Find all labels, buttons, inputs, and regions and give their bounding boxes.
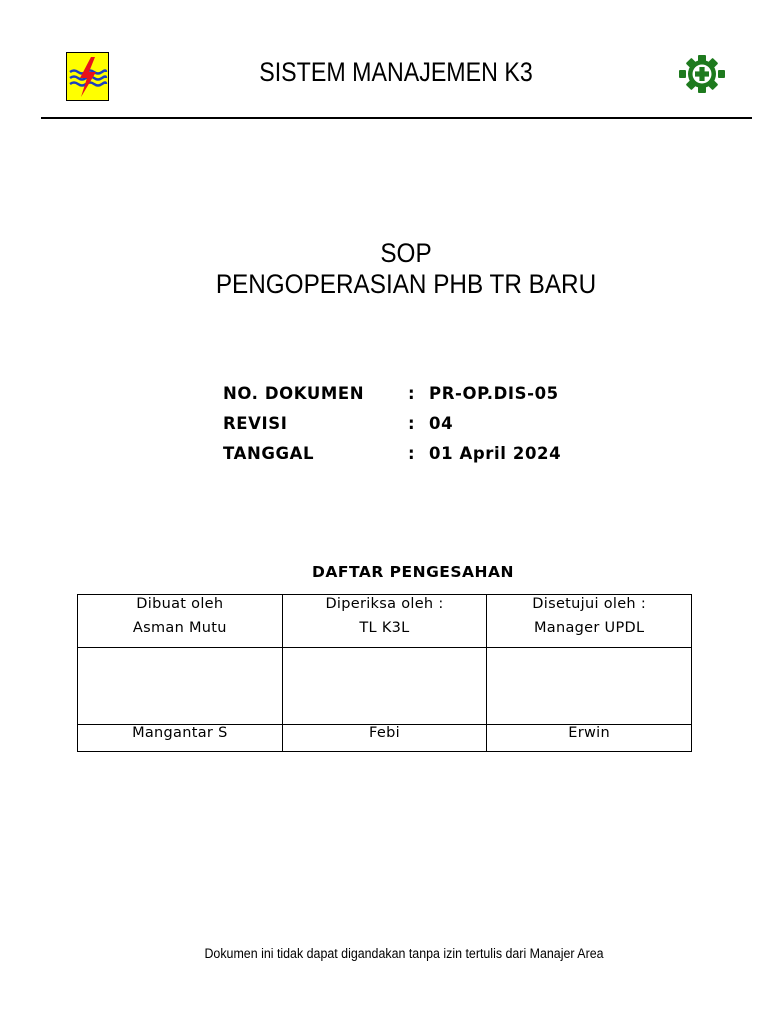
meta-value: 01 April 2024: [429, 444, 562, 463]
meta-value: 04: [429, 414, 454, 433]
approval-name-cell: [282, 725, 487, 752]
approval-role-row: [78, 595, 692, 648]
meta-value: PR-OP.DIS-05: [429, 384, 559, 403]
meta-key: NO. DOKUMEN: [223, 384, 365, 403]
meta-separator: :: [408, 414, 416, 433]
approval-cell-prepared: [78, 595, 283, 648]
approval-name-cell: [78, 725, 283, 752]
signature-box: [487, 648, 692, 725]
approval-position: Manager UPDL: [533, 620, 645, 636]
meta-row-document-number: [223, 381, 561, 411]
meta-separator: :: [408, 444, 416, 463]
approval-role: Dibuat oleh: [136, 596, 224, 612]
header-divider: [41, 117, 752, 119]
header-title: SISTEM MANAJEMEN K3: [259, 57, 533, 87]
approver-name: Mangantar S: [132, 725, 228, 741]
pln-lightning-logo-icon: [66, 52, 109, 101]
document-title-line2: PENGOPERASIAN PHB TR BARU: [215, 269, 597, 299]
approval-cell-approved: [487, 595, 692, 648]
meta-separator: :: [408, 384, 416, 403]
meta-row-date: [223, 441, 561, 471]
meta-key: REVISI: [223, 414, 288, 433]
approval-position: TL K3L: [359, 620, 410, 636]
approval-name-cell: [487, 725, 692, 752]
meta-key: TANGGAL: [223, 444, 315, 463]
approval-section-title: DAFTAR PENGESAHAN: [312, 563, 514, 581]
signature-box: [282, 648, 487, 725]
document-title-line1: SOP: [380, 238, 432, 268]
footer-note: Dokumen ini tidak dapat digandakan tanpa izin tertulis dari Manajer Area: [204, 946, 604, 961]
document-meta: [223, 381, 561, 471]
approver-name: Febi: [369, 725, 400, 741]
k3-gear-cross-icon: [678, 55, 726, 93]
approval-role: Disetujui oleh :: [532, 596, 647, 612]
approval-name-row: [78, 725, 692, 752]
approval-cell-checked: [282, 595, 487, 648]
approval-role: Diperiksa oleh :: [325, 596, 444, 612]
approval-signature-row: [78, 648, 692, 725]
meta-row-revision: [223, 411, 561, 441]
approval-table: [77, 594, 692, 752]
approval-position: Asman Mutu: [132, 620, 227, 636]
signature-box: [78, 648, 283, 725]
approver-name: Erwin: [568, 725, 610, 741]
